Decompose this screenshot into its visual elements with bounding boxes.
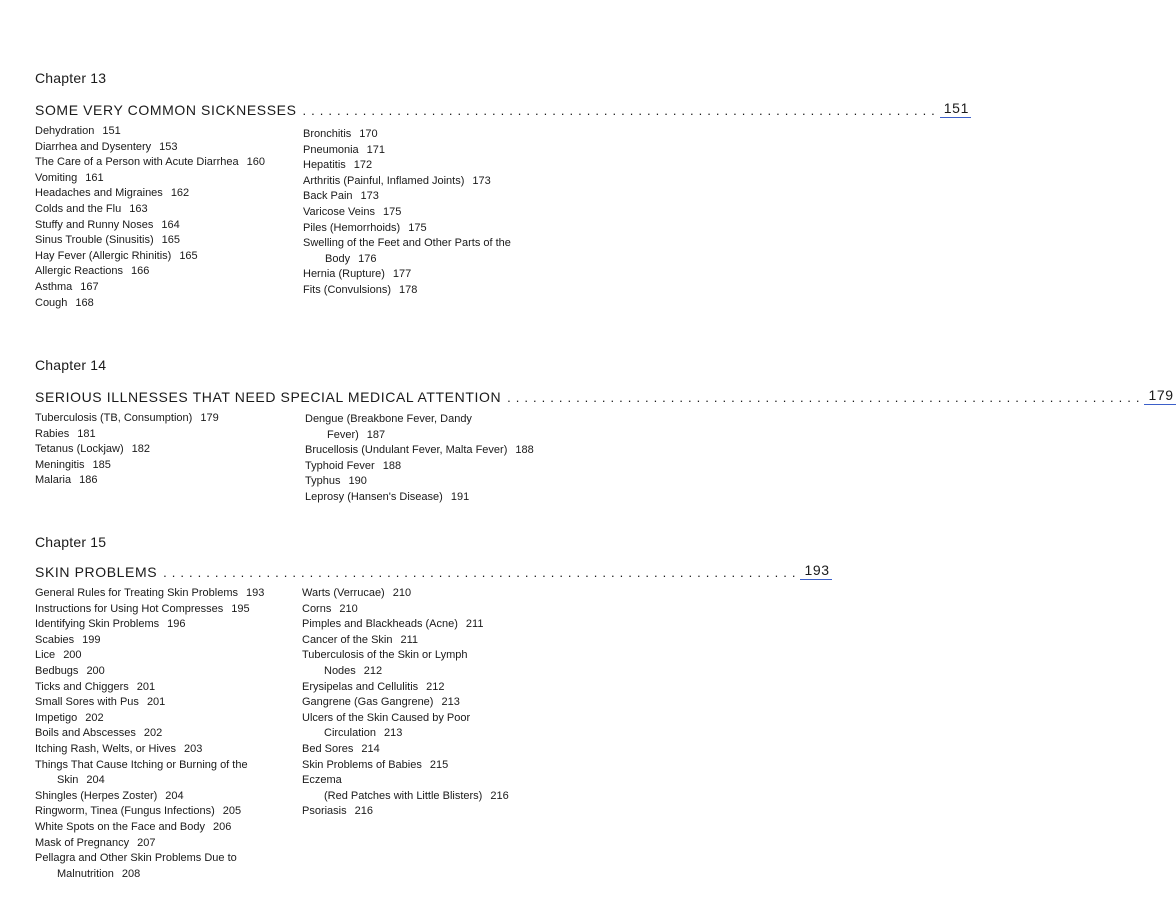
entry-page-number: 166 [131, 265, 150, 278]
entry-title: Cancer of the Skin [302, 633, 393, 646]
entry-title: Fits (Convulsions) [303, 283, 392, 296]
toc-entry[interactable] [302, 617, 509, 633]
entry-page-number: 200 [86, 664, 105, 677]
chapter-13-label: Chapter 13 [35, 70, 107, 86]
entry-page-number: 188 [382, 459, 402, 472]
entry-page-number: 196 [167, 618, 186, 631]
entry-continuation [302, 789, 509, 805]
entry-title: Identifying Skin Problems [35, 618, 160, 631]
entry-continuation-text: (Red Patches with Little Blisters) [324, 789, 483, 802]
chapter-13-right-column [303, 127, 511, 299]
entry-continuation-text: Malnutrition [57, 867, 114, 880]
entry-title: Colds and the Flu [35, 202, 122, 215]
toc-entry[interactable] [35, 586, 264, 602]
entry-page-number: 191 [450, 490, 470, 503]
entry-title: Tuberculosis of the Skin or Lymph [302, 649, 468, 662]
entry-continuation-text: Nodes [324, 664, 356, 677]
toc-entry[interactable] [35, 427, 219, 443]
entry-page-number: 173 [472, 174, 491, 187]
entry-page-number: 207 [137, 836, 156, 849]
entry-title: Dehydration [35, 125, 95, 137]
toc-entry[interactable] [35, 633, 264, 649]
entry-page-number: 165 [179, 249, 198, 262]
entry-page-number: 210 [339, 602, 358, 615]
entry-page-number: 199 [82, 633, 101, 646]
entry-title: Mask of Pregnancy [35, 836, 130, 849]
entry-title: Malaria [35, 474, 72, 487]
entry-page-number: 153 [159, 140, 178, 153]
chapter-13-title: SOME VERY COMMON SICKNESSES [35, 102, 297, 118]
entry-continuation [305, 428, 534, 444]
entry-title: Ulcers of the Skin Caused by Poor [302, 711, 471, 724]
entry-title: Swelling of the Feet and Other Parts of the [303, 237, 511, 250]
toc-entry[interactable] [35, 758, 264, 789]
chapter-15-title: SKIN PROBLEMS [35, 564, 158, 580]
entry-continuation [35, 773, 264, 789]
toc-entry[interactable] [35, 473, 219, 489]
toc-entry[interactable] [35, 804, 264, 820]
toc-entry[interactable] [303, 236, 511, 267]
entry-title: Bed Sores [302, 742, 354, 755]
entry-page-number: 175 [382, 205, 402, 218]
entry-page-number: 163 [129, 202, 148, 215]
chapter-14-heading[interactable] [35, 383, 1174, 405]
entry-page-number: 203 [184, 742, 203, 755]
entry-page-number: 193 [245, 587, 265, 599]
chapter-13-heading[interactable] [35, 96, 969, 118]
toc-entry[interactable] [35, 680, 264, 696]
entry-page-number: 185 [92, 458, 111, 471]
entry-title: Meningitis [35, 458, 85, 471]
entry-page-number: 215 [429, 758, 449, 771]
toc-entry[interactable] [302, 773, 509, 804]
entry-page-number: 213 [441, 696, 460, 709]
entry-title: Ticks and Chiggers [35, 680, 129, 693]
entry-title: Stuffy and Runny Noses [35, 218, 154, 231]
toc-entry[interactable] [35, 836, 264, 852]
toc-entry[interactable] [305, 459, 534, 475]
entry-title: Bronchitis [303, 128, 352, 140]
entry-page-number: 177 [392, 268, 412, 281]
toc-entry[interactable] [303, 283, 511, 299]
entry-title: General Rules for Treating Skin Problems [35, 587, 238, 599]
entry-page-number: 170 [359, 128, 378, 140]
chapter-14-title: SERIOUS ILLNESSES THAT NEED SPECIAL MEDICAL ATTENTION [35, 389, 502, 405]
toc-entry[interactable] [35, 249, 265, 265]
entry-page-number: 212 [363, 664, 383, 677]
entry-page-number: 201 [146, 696, 166, 709]
toc-entry[interactable] [303, 127, 511, 143]
entry-title: Skin Problems of Babies [302, 758, 422, 771]
entry-page-number: 205 [222, 805, 242, 818]
entry-page-number: 181 [77, 427, 96, 440]
entry-title: Pneumonia [303, 143, 359, 156]
entry-title: Sinus Trouble (Sinusitis) [35, 234, 154, 247]
entry-page-number: 212 [426, 680, 445, 693]
entry-title: Erysipelas and Cellulitis [302, 680, 419, 693]
entry-title: Hernia (Rupture) [303, 268, 385, 281]
entry-title: Hepatitis [303, 159, 346, 172]
entry-page-number: 195 [231, 602, 250, 615]
toc-entry[interactable] [35, 664, 264, 680]
entry-title: Diarrhea and Dysentery [35, 140, 152, 153]
toc-entry[interactable] [302, 633, 509, 649]
entry-title: Tetanus (Lockjaw) [35, 443, 124, 456]
entry-page-number: 162 [170, 187, 190, 200]
entry-title: Back Pain [303, 190, 353, 203]
toc-entry[interactable] [35, 695, 264, 711]
toc-entry[interactable] [303, 205, 511, 221]
toc-entry[interactable] [302, 680, 509, 696]
toc-entry[interactable] [302, 742, 509, 758]
chapter-13-left-column [35, 124, 265, 311]
entry-continuation [303, 252, 511, 268]
toc-entry[interactable] [35, 296, 265, 312]
toc-entry[interactable] [35, 602, 264, 618]
toc-entry[interactable] [35, 726, 264, 742]
entry-continuation [35, 867, 264, 883]
entry-title: Asthma [35, 280, 73, 293]
entry-title: Impetigo [35, 711, 78, 724]
chapter-14-page-link[interactable]: 179 [1144, 387, 1175, 405]
toc-entry[interactable] [35, 458, 219, 474]
chapter-13-page-link[interactable]: 151 [940, 100, 971, 118]
entry-title: Ringworm, Tinea (Fungus Infections) [35, 805, 215, 818]
toc-entry[interactable] [302, 586, 509, 602]
entry-page-number: 161 [85, 171, 104, 184]
entry-title: Dengue (Breakbone Fever, Dandy [305, 413, 472, 425]
entry-page-number: 186 [79, 474, 98, 487]
entry-title: Vomiting [35, 171, 78, 184]
toc-entry[interactable] [35, 648, 264, 664]
entry-title: Itching Rash, Welts, or Hives [35, 742, 177, 755]
toc-entry[interactable] [305, 474, 534, 490]
toc-entry[interactable] [305, 412, 534, 443]
entry-page-number: 200 [63, 649, 82, 662]
chapter-15-right-column [302, 586, 509, 820]
entry-title: Scabies [35, 633, 75, 646]
toc-entry[interactable] [302, 602, 509, 618]
toc-entry[interactable] [302, 804, 509, 820]
leader-dots: .......................................................................... [302, 103, 940, 118]
entry-title: Allergic Reactions [35, 265, 124, 278]
entry-page-number: 164 [161, 218, 180, 231]
toc-entry[interactable] [35, 820, 264, 836]
entry-title: The Care of a Person with Acute Diarrhea [35, 156, 239, 169]
toc-entry[interactable] [35, 140, 265, 156]
entry-title: Lice [35, 649, 56, 662]
entry-title: Hay Fever (Allergic Rhinitis) [35, 249, 172, 262]
chapter-14-right-column [305, 412, 534, 506]
entry-title: Brucellosis (Undulant Fever, Malta Fever) [305, 444, 508, 457]
entry-page-number: 165 [161, 234, 180, 247]
entry-title: Eczema [302, 774, 342, 787]
entry-page-number: 211 [465, 618, 484, 631]
toc-entry[interactable] [35, 233, 265, 249]
entry-page-number: 210 [392, 587, 412, 599]
entry-page-number: 176 [358, 252, 377, 265]
entry-title: Gangrene (Gas Gangrene) [302, 696, 434, 709]
entry-page-number: 175 [408, 221, 427, 234]
entry-page-number: 187 [366, 428, 386, 441]
toc-entry[interactable] [35, 617, 264, 633]
entry-page-number: 167 [80, 280, 99, 293]
entry-title: Varicose Veins [303, 205, 375, 218]
entry-title: Tuberculosis (TB, Consumption) [35, 412, 193, 424]
entry-page-number: 216 [490, 789, 509, 802]
entry-continuation-text: Body [325, 252, 351, 265]
toc-entry[interactable] [35, 218, 265, 234]
entry-page-number: 188 [515, 444, 534, 457]
toc-entry[interactable] [35, 264, 265, 280]
entry-title: Corns [302, 602, 332, 615]
toc-entry[interactable] [35, 742, 264, 758]
toc-entry[interactable] [302, 758, 509, 774]
entry-page-number: 213 [383, 727, 403, 740]
entry-page-number: 190 [348, 475, 367, 488]
entry-page-number: 206 [213, 820, 232, 833]
entry-title: Boils and Abscesses [35, 727, 136, 740]
toc-entry[interactable] [35, 442, 219, 458]
entry-title: White Spots on the Face and Body [35, 820, 205, 833]
chapter-15-page-link[interactable]: 193 [800, 562, 831, 580]
entry-title: Cough [35, 296, 68, 309]
toc-entry[interactable] [302, 648, 509, 679]
entry-page-number: 151 [102, 125, 121, 137]
chapter-14-left-column [35, 411, 219, 489]
toc-entry[interactable] [35, 202, 265, 218]
entry-page-number: 208 [121, 867, 141, 880]
entry-title: Small Sores with Pus [35, 696, 139, 709]
entry-page-number: 173 [360, 190, 379, 203]
entry-page-number: 201 [136, 680, 156, 693]
entry-page-number: 168 [75, 296, 94, 309]
entry-title: Warts (Verrucae) [302, 587, 385, 599]
entry-title: Piles (Hemorrhoids) [303, 221, 401, 234]
entry-title: Bedbugs [35, 664, 79, 677]
entry-title: Typhus [305, 475, 341, 488]
chapter-15-left-column [35, 586, 264, 882]
toc-entry[interactable] [303, 267, 511, 283]
toc-entry[interactable] [35, 280, 265, 296]
entry-title: Headaches and Migraines [35, 187, 163, 200]
chapter-14-label: Chapter 14 [35, 357, 107, 373]
entry-page-number: 202 [143, 727, 163, 740]
entry-page-number: 211 [400, 633, 419, 646]
chapter-15-heading[interactable] [35, 558, 830, 580]
entry-page-number: 202 [85, 711, 104, 724]
entry-title: Things That Cause Itching or Burning of the [35, 758, 248, 771]
entry-page-number: 171 [366, 143, 386, 156]
entry-page-number: 179 [200, 412, 219, 424]
toc-entry[interactable] [302, 695, 509, 711]
toc-entry[interactable] [35, 155, 265, 171]
entry-title: Shingles (Herpes Zoster) [35, 789, 158, 802]
entry-title: Psoriasis [302, 805, 347, 818]
toc-entry[interactable] [35, 851, 264, 882]
entry-continuation-text: Fever) [327, 428, 359, 441]
toc-entry[interactable] [303, 158, 511, 174]
leader-dots: .......................................................................... [507, 390, 1145, 405]
entry-page-number: 172 [353, 159, 373, 172]
entry-continuation-text: Skin [57, 774, 79, 787]
entry-title: Pimples and Blackheads (Acne) [302, 618, 458, 631]
entry-continuation-text: Circulation [324, 727, 376, 740]
entry-page-number: 204 [86, 774, 105, 787]
toc-entry[interactable] [305, 490, 534, 506]
toc-entry[interactable] [303, 174, 511, 190]
entry-continuation [302, 664, 509, 680]
toc-entry[interactable] [305, 443, 534, 459]
toc-entry[interactable] [303, 189, 511, 205]
entry-title: Rabies [35, 427, 70, 440]
toc-entry[interactable] [303, 143, 511, 159]
toc-entry[interactable] [35, 171, 265, 187]
toc-entry[interactable] [35, 411, 219, 427]
leader-dots: .......................................................................... [163, 565, 801, 580]
entry-page-number: 178 [399, 283, 418, 296]
toc-entry[interactable] [302, 711, 509, 742]
toc-entry[interactable] [35, 789, 264, 805]
entry-title: Typhoid Fever [305, 459, 375, 472]
entry-continuation [302, 726, 509, 742]
entry-title: Leprosy (Hansen's Disease) [305, 490, 443, 503]
toc-entry[interactable] [35, 711, 264, 727]
entry-title: Instructions for Using Hot Compresses [35, 602, 224, 615]
entry-page-number: 216 [354, 805, 373, 818]
toc-entry[interactable] [303, 221, 511, 237]
entry-page-number: 182 [131, 443, 151, 456]
toc-entry[interactable] [35, 124, 265, 140]
entry-page-number: 214 [361, 742, 380, 755]
entry-page-number: 204 [165, 789, 184, 802]
entry-page-number: 160 [246, 156, 265, 169]
toc-entry[interactable] [35, 186, 265, 202]
entry-title: Pellagra and Other Skin Problems Due to [35, 852, 237, 865]
entry-title: Arthritis (Painful, Inflamed Joints) [303, 174, 465, 187]
chapter-15-label: Chapter 15 [35, 534, 107, 550]
